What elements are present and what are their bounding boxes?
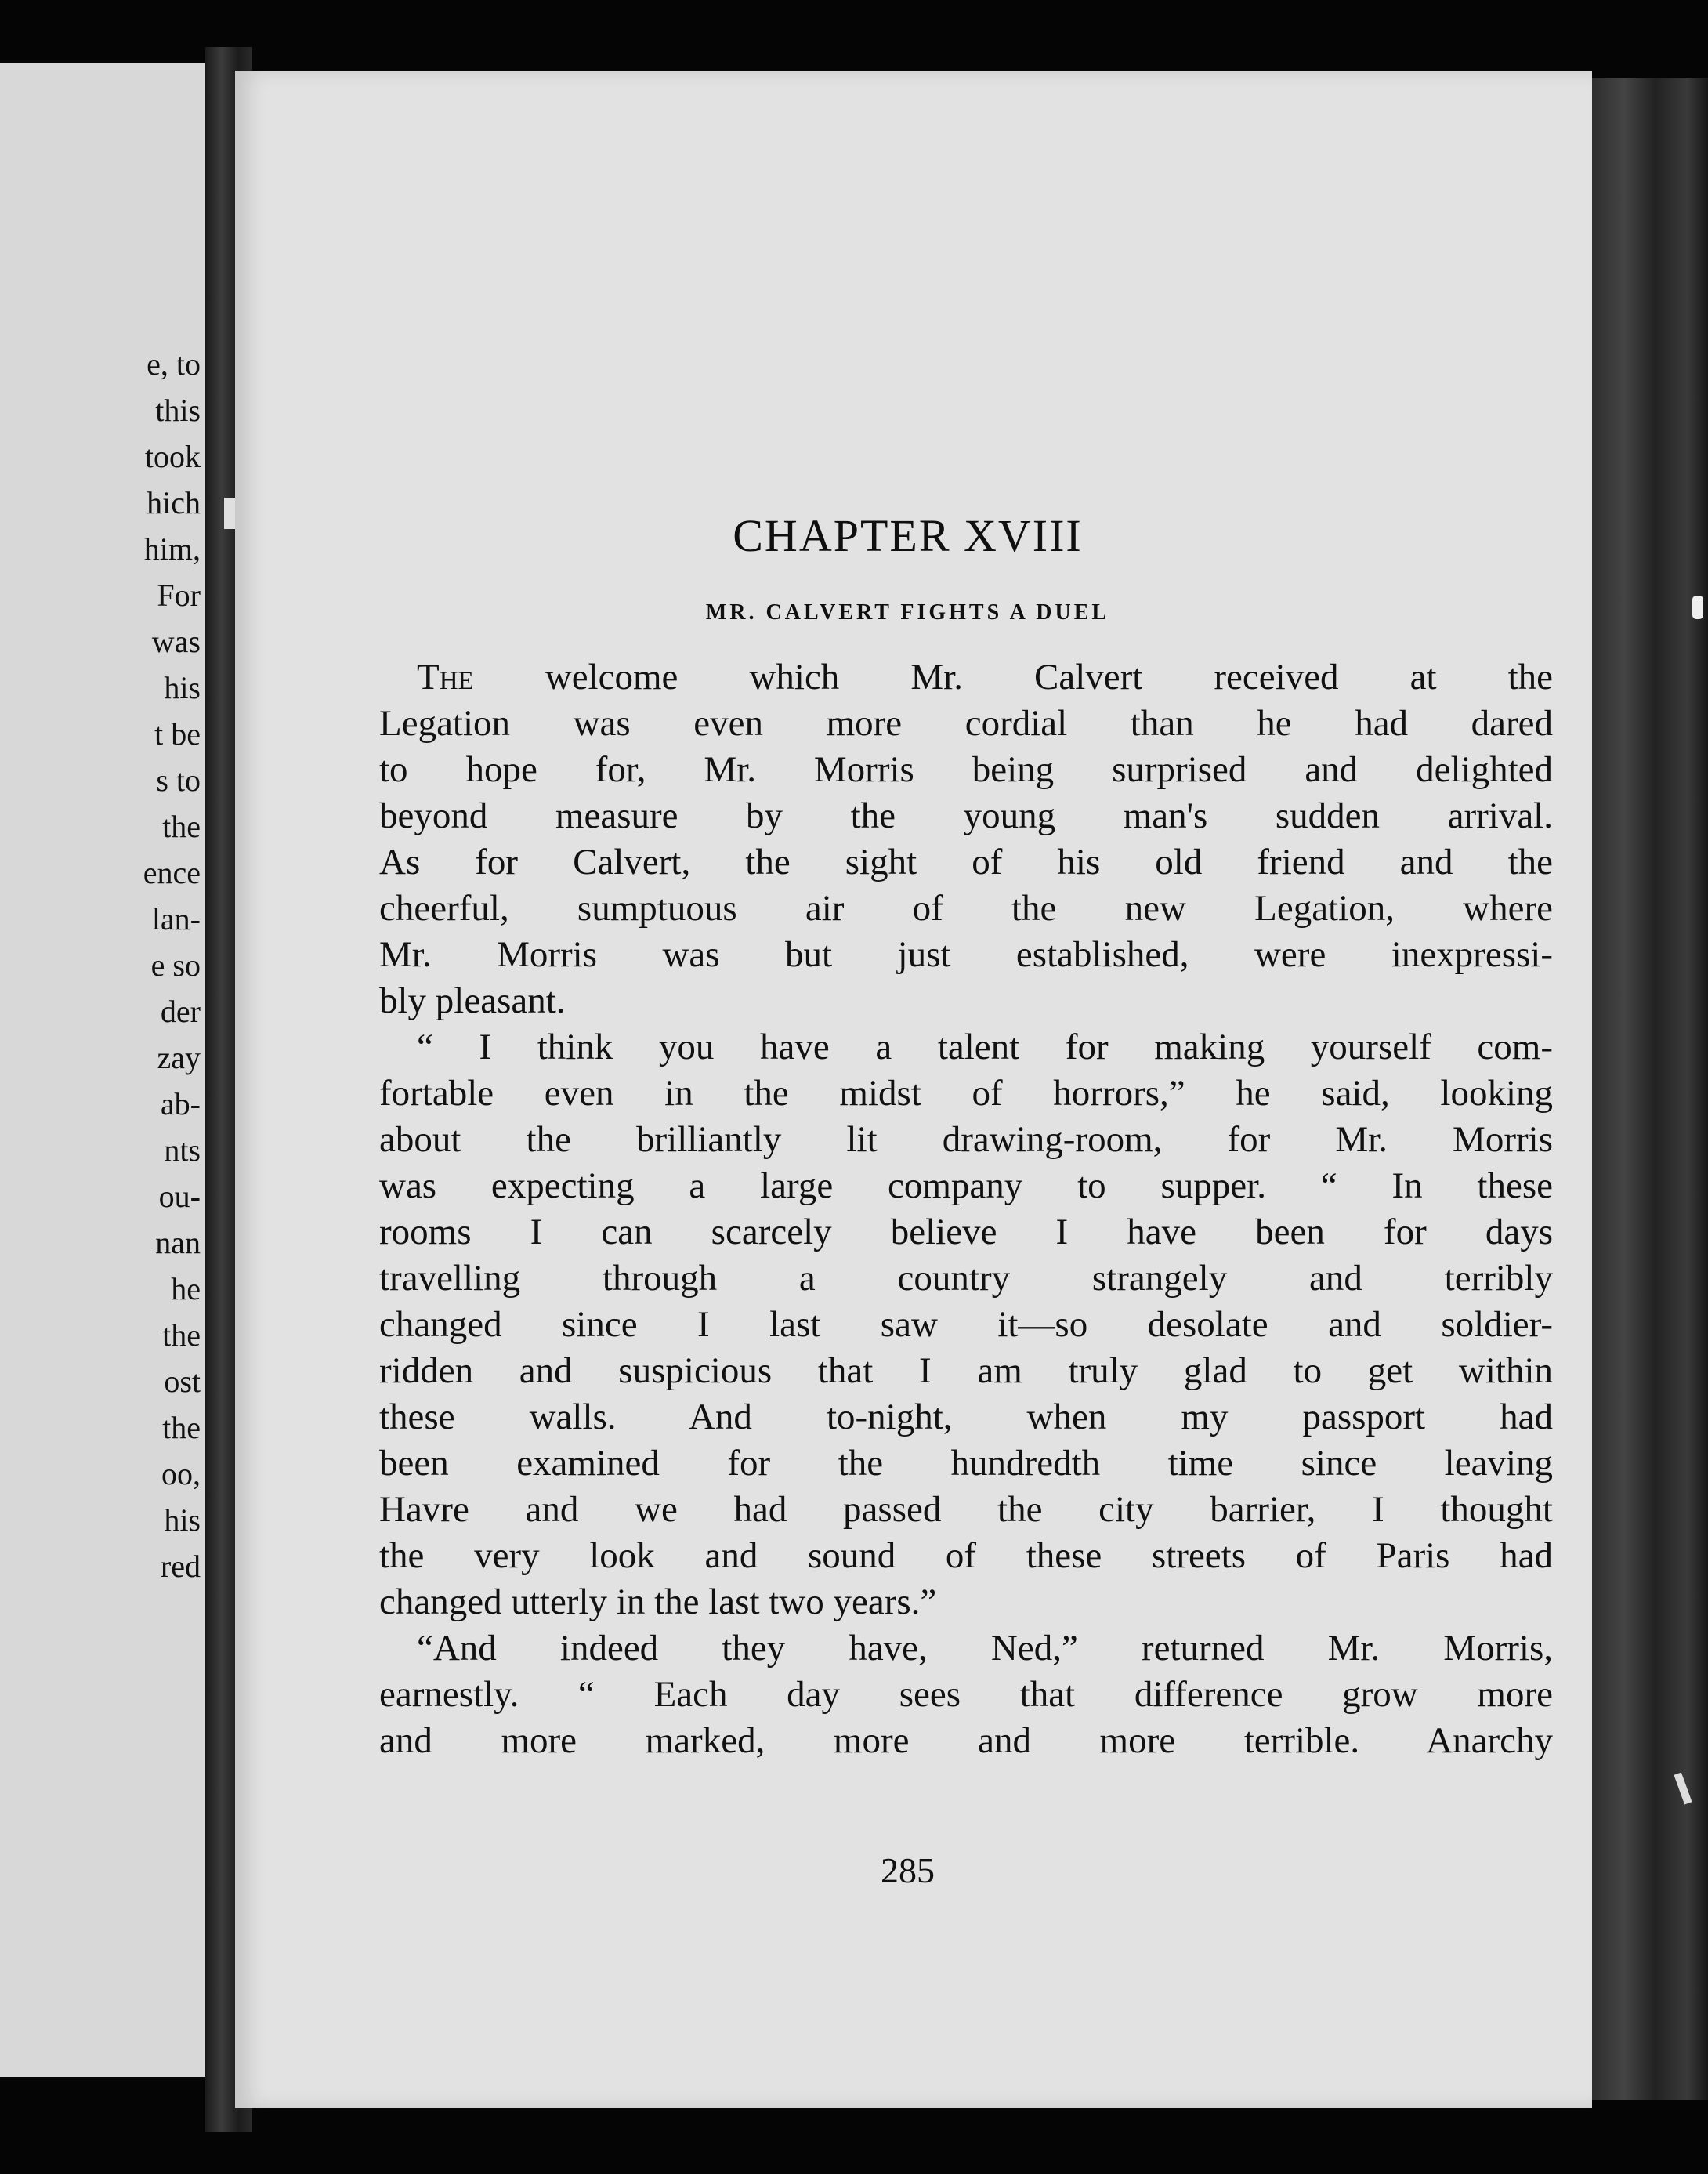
facing-line: nts xyxy=(164,1132,201,1168)
text-line: travelling through a country strangely and terribly xyxy=(379,1258,1553,1299)
facing-line: t be xyxy=(154,716,201,752)
facing-line: der xyxy=(160,994,201,1029)
text-line xyxy=(379,654,1553,701)
facing-line: was xyxy=(151,624,201,659)
text-line: As for Calvert, the sight of his old friend and the xyxy=(379,842,1553,882)
text-line: Mr. Morris was but just established, were inexpressi- xyxy=(379,934,1553,975)
edge-speck xyxy=(1692,596,1703,619)
facing-page-fragment xyxy=(0,63,205,2077)
facing-line: hich xyxy=(147,485,201,520)
body-text xyxy=(379,654,1553,1764)
facing-line: nan xyxy=(155,1225,201,1260)
facing-line: oo, xyxy=(161,1456,201,1491)
text-line: changed utterly in the last two years.” xyxy=(379,1582,937,1622)
chapter-title: CHAPTER XVIII xyxy=(733,510,1083,561)
facing-line: the xyxy=(162,1317,201,1353)
text-line: rooms I can scarcely believe I have been for days xyxy=(379,1212,1553,1252)
facing-line: he xyxy=(171,1271,201,1306)
facing-line: the xyxy=(162,809,201,844)
facing-page-line-endings xyxy=(143,341,201,1589)
text-line: to hope for, Mr. Morris being surprised and delighted xyxy=(379,749,1553,790)
facing-line: e so xyxy=(150,948,201,983)
chapter-subtitle: MR. CALVERT FIGHTS A DUEL xyxy=(705,600,1110,625)
facing-line: this xyxy=(155,393,201,428)
text-line: “ I think you have a talent for making yourself com- xyxy=(417,1027,1553,1067)
text-line-rest: welcome which Mr. Calvert received at the xyxy=(473,657,1553,697)
facing-line: his xyxy=(164,670,201,705)
first-word: The xyxy=(417,657,474,697)
text-line: been examined for the hundredth time since leaving xyxy=(379,1443,1553,1484)
text-line: bly pleasant. xyxy=(379,980,566,1021)
text-line: the very look and sound of these streets of Paris had xyxy=(379,1535,1553,1576)
page-number: 285 xyxy=(881,1850,935,1890)
facing-line: red xyxy=(160,1549,201,1584)
facing-line: ou- xyxy=(158,1179,201,1214)
text-line: “And indeed they have, Ned,” returned Mr. Morris, xyxy=(417,1628,1553,1669)
text-line: ridden and suspicious that I am truly glad to get within xyxy=(379,1350,1553,1391)
text-line: about the brilliantly lit drawing-room, for Mr. Morris xyxy=(379,1119,1553,1160)
facing-line: zay xyxy=(157,1040,201,1075)
text-line: was expecting a large company to supper. “ In these xyxy=(379,1165,1553,1206)
text-line: and more marked, more and more terrible. Anarchy xyxy=(379,1720,1553,1761)
facing-line: the xyxy=(162,1410,201,1445)
facing-line: his xyxy=(164,1502,201,1538)
text-line: cheerful, sumptuous air of the new Legation, where xyxy=(379,888,1553,929)
text-line: Legation was even more cordial than he had dared xyxy=(379,703,1553,744)
facing-line: ab- xyxy=(160,1086,201,1121)
facing-line: s to xyxy=(156,763,201,798)
facing-line: ence xyxy=(143,855,201,890)
facing-line: took xyxy=(144,439,201,474)
facing-line: e, to xyxy=(147,346,201,382)
facing-line: lan- xyxy=(151,901,201,937)
book-page xyxy=(235,71,1592,2108)
text-line: fortable even in the midst of horrors,” he said, looking xyxy=(379,1073,1553,1114)
facing-line: ost xyxy=(164,1364,201,1399)
facing-line: For xyxy=(157,578,201,613)
text-line: changed since I last saw it—so desolate and soldier- xyxy=(379,1304,1553,1345)
text-line: these walls. And to-night, when my passport had xyxy=(379,1397,1553,1437)
text-line: earnestly. “ Each day sees that difference grow more xyxy=(379,1674,1553,1715)
text-line: Havre and we had passed the city barrier, I thought xyxy=(379,1489,1553,1530)
facing-line: him, xyxy=(143,531,201,567)
text-line: beyond measure by the young man's sudden arrival. xyxy=(379,795,1553,836)
